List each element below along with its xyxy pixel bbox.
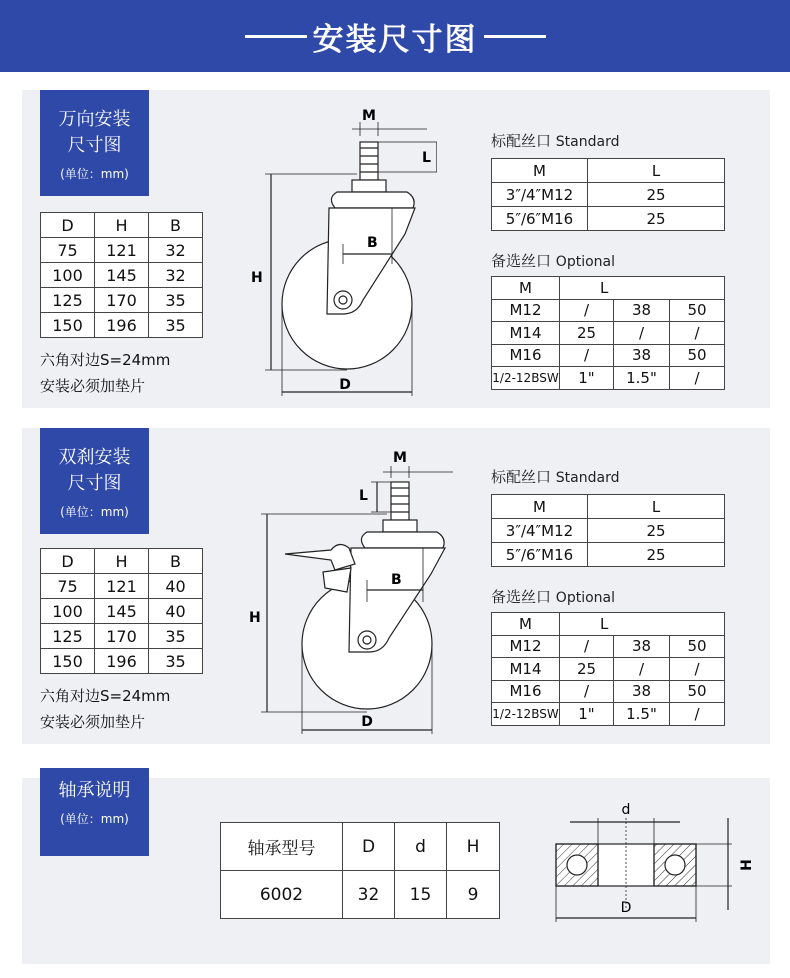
table-cell: 32 bbox=[149, 263, 203, 288]
table-cell: 145 bbox=[95, 263, 149, 288]
table-cell: 40 bbox=[149, 574, 203, 599]
badge-title-line1: 双刹安装 bbox=[58, 447, 131, 468]
table-cell: 50 bbox=[670, 299, 725, 322]
bearing-cross-section-diagram bbox=[550, 798, 760, 948]
header-cell: B bbox=[149, 549, 203, 574]
header-cell: d bbox=[395, 823, 447, 871]
standard-caption bbox=[491, 130, 620, 151]
dimensions-table bbox=[40, 548, 203, 674]
table-row bbox=[41, 288, 203, 313]
banner-rule-right bbox=[484, 35, 546, 38]
table-cell: 38 bbox=[614, 344, 670, 367]
table-row bbox=[41, 624, 203, 649]
table-cell: 35 bbox=[149, 288, 203, 313]
table-cell: 150 bbox=[41, 313, 95, 338]
optional-caption bbox=[491, 250, 615, 271]
table-cell: 25 bbox=[588, 543, 725, 567]
label-h: H bbox=[251, 270, 263, 286]
table-cell: / bbox=[670, 322, 725, 345]
standard-thread-table bbox=[491, 494, 725, 567]
badge-unit: (单位：mm) bbox=[60, 812, 129, 826]
optional-thread-table bbox=[491, 612, 725, 726]
table-cell: M12 bbox=[492, 299, 560, 322]
table-row bbox=[492, 703, 725, 726]
note-hex: 六角对边S=24mm bbox=[40, 351, 171, 369]
label-d: D bbox=[339, 377, 351, 393]
table-row bbox=[492, 299, 725, 322]
table-cell: 40 bbox=[149, 599, 203, 624]
header-cell: M bbox=[492, 613, 560, 636]
table-cell: 9 bbox=[447, 871, 500, 919]
table-cell: 35 bbox=[149, 624, 203, 649]
bearing-table bbox=[220, 822, 500, 919]
table-cell: 125 bbox=[41, 624, 95, 649]
table-cell: M14 bbox=[492, 322, 560, 345]
table-row bbox=[41, 574, 203, 599]
table-cell: 170 bbox=[95, 624, 149, 649]
page-title: 安装尺寸图 bbox=[312, 21, 478, 58]
table-cell: 75 bbox=[41, 574, 95, 599]
header-cell: M bbox=[492, 159, 588, 183]
table-cell: 3″/4″M12 bbox=[492, 519, 588, 543]
label-d-big: D bbox=[620, 900, 632, 916]
table-cell: / bbox=[670, 658, 725, 681]
badge-title-line1: 轴承说明 bbox=[58, 780, 131, 801]
label-m: M bbox=[362, 108, 376, 124]
table-cell: 150 bbox=[41, 649, 95, 674]
table-row bbox=[492, 367, 725, 390]
header-cell: D bbox=[41, 549, 95, 574]
section-badge bbox=[40, 768, 149, 856]
table-cell: 1.5" bbox=[614, 367, 670, 390]
label-d: D bbox=[361, 714, 373, 730]
table-header-row bbox=[41, 549, 203, 574]
table-cell: / bbox=[670, 367, 725, 390]
header-cell: L bbox=[560, 613, 725, 636]
table-row bbox=[492, 519, 725, 543]
standard-caption-cn: 标配丝口 bbox=[491, 468, 552, 486]
dimensions-table bbox=[40, 212, 203, 338]
table-cell: 32 bbox=[343, 871, 395, 919]
table-cell: 1" bbox=[560, 367, 614, 390]
table-cell: 5″/6″M16 bbox=[492, 543, 588, 567]
bearing-section bbox=[22, 778, 770, 964]
table-row bbox=[41, 599, 203, 624]
table-row bbox=[41, 263, 203, 288]
table-row bbox=[41, 238, 203, 263]
header-cell: 轴承型号 bbox=[221, 823, 343, 871]
table-cell: M16 bbox=[492, 344, 560, 367]
badge-unit: (单位：mm) bbox=[60, 167, 129, 181]
table-cell: 38 bbox=[614, 635, 670, 658]
header-cell: L bbox=[588, 159, 725, 183]
optional-thread-table bbox=[491, 276, 725, 390]
table-cell: 1/2-12BSW bbox=[492, 367, 560, 390]
table-cell: 25 bbox=[560, 322, 614, 345]
table-cell: 25 bbox=[588, 183, 725, 207]
table-cell: 100 bbox=[41, 263, 95, 288]
table-row bbox=[492, 543, 725, 567]
table-cell: 1" bbox=[560, 703, 614, 726]
header-cell: L bbox=[588, 495, 725, 519]
table-row bbox=[221, 871, 500, 919]
table-cell: 38 bbox=[614, 680, 670, 703]
table-row bbox=[492, 680, 725, 703]
optional-caption-cn: 备选丝口 bbox=[491, 588, 552, 606]
table-row bbox=[492, 344, 725, 367]
optional-caption-cn: 备选丝口 bbox=[491, 252, 552, 270]
table-cell: 32 bbox=[149, 238, 203, 263]
table-cell: M16 bbox=[492, 680, 560, 703]
optional-caption bbox=[491, 586, 615, 607]
badge-title-line2: 尺寸图 bbox=[67, 473, 122, 494]
header-cell: D bbox=[343, 823, 395, 871]
standard-caption-en: Standard bbox=[555, 134, 620, 150]
table-cell: 170 bbox=[95, 288, 149, 313]
table-cell: 35 bbox=[149, 649, 203, 674]
brake-section bbox=[22, 428, 770, 744]
table-cell: 25 bbox=[560, 658, 614, 681]
table-row bbox=[492, 183, 725, 207]
label-h: H bbox=[249, 610, 261, 626]
table-cell: / bbox=[560, 680, 614, 703]
badge-title-line1: 万向安装 bbox=[58, 109, 131, 130]
label-d-small: d bbox=[621, 802, 631, 818]
optional-caption-en: Optional bbox=[555, 254, 615, 270]
header-cell: D bbox=[41, 213, 95, 238]
table-cell: / bbox=[560, 635, 614, 658]
standard-thread-table bbox=[491, 158, 725, 231]
note-washer: 安装必须加垫片 bbox=[40, 377, 146, 395]
standard-caption-en: Standard bbox=[555, 470, 620, 486]
swivel-section bbox=[22, 90, 770, 408]
standard-caption-cn: 标配丝口 bbox=[491, 132, 552, 150]
table-cell: 25 bbox=[588, 519, 725, 543]
label-l: L bbox=[359, 488, 368, 504]
table-cell: 125 bbox=[41, 288, 95, 313]
table-cell: 5″/6″M16 bbox=[492, 207, 588, 231]
table-row bbox=[492, 635, 725, 658]
table-cell: 15 bbox=[395, 871, 447, 919]
brake-caster-diagram bbox=[227, 442, 467, 742]
table-cell: 100 bbox=[41, 599, 95, 624]
label-h: H bbox=[739, 859, 755, 871]
table-cell: / bbox=[614, 658, 670, 681]
table-cell: 6002 bbox=[221, 871, 343, 919]
table-cell: 25 bbox=[588, 207, 725, 231]
banner-rule-left bbox=[245, 35, 307, 38]
section-badge bbox=[40, 428, 149, 534]
table-cell: 121 bbox=[95, 238, 149, 263]
table-row bbox=[41, 649, 203, 674]
table-cell: 145 bbox=[95, 599, 149, 624]
table-cell: 196 bbox=[95, 313, 149, 338]
table-cell: M12 bbox=[492, 635, 560, 658]
header-cell: H bbox=[95, 549, 149, 574]
header-cell: H bbox=[95, 213, 149, 238]
table-row bbox=[41, 313, 203, 338]
label-m: M bbox=[393, 450, 407, 466]
label-b: B bbox=[391, 572, 402, 588]
page-banner bbox=[0, 0, 790, 72]
table-cell: M14 bbox=[492, 658, 560, 681]
table-cell: 35 bbox=[149, 313, 203, 338]
table-cell: 1.5" bbox=[614, 703, 670, 726]
note-hex: 六角对边S=24mm bbox=[40, 687, 171, 705]
table-cell: 1/2-12BSW bbox=[492, 703, 560, 726]
label-l: L bbox=[422, 150, 431, 166]
table-row bbox=[492, 658, 725, 681]
table-cell: 50 bbox=[670, 635, 725, 658]
table-row bbox=[492, 207, 725, 231]
table-row bbox=[492, 322, 725, 345]
install-notes bbox=[40, 683, 170, 735]
install-notes bbox=[40, 347, 170, 399]
table-cell: / bbox=[670, 703, 725, 726]
table-cell: 3″/4″M12 bbox=[492, 183, 588, 207]
optional-caption-en: Optional bbox=[555, 590, 615, 606]
header-cell: H bbox=[447, 823, 500, 871]
badge-title-line2: 尺寸图 bbox=[67, 135, 122, 156]
header-cell: M bbox=[492, 277, 560, 300]
label-b: B bbox=[367, 235, 378, 251]
badge-unit: (单位：mm) bbox=[60, 505, 129, 519]
table-cell: 38 bbox=[614, 299, 670, 322]
table-cell: 121 bbox=[95, 574, 149, 599]
header-cell: B bbox=[149, 213, 203, 238]
header-cell: L bbox=[560, 277, 725, 300]
note-washer: 安装必须加垫片 bbox=[40, 713, 146, 731]
table-cell: / bbox=[614, 322, 670, 345]
table-header-row bbox=[221, 823, 500, 871]
table-cell: / bbox=[560, 299, 614, 322]
swivel-caster-diagram bbox=[217, 104, 437, 404]
standard-caption bbox=[491, 466, 620, 487]
table-header-row bbox=[41, 213, 203, 238]
table-cell: 50 bbox=[670, 344, 725, 367]
section-badge bbox=[40, 90, 149, 196]
table-cell: 196 bbox=[95, 649, 149, 674]
table-cell: 50 bbox=[670, 680, 725, 703]
table-cell: / bbox=[560, 344, 614, 367]
header-cell: M bbox=[492, 495, 588, 519]
table-cell: 75 bbox=[41, 238, 95, 263]
